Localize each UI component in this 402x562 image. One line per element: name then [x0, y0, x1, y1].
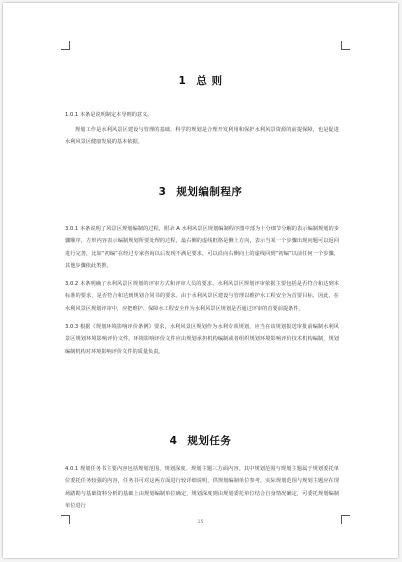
section-title: 规划任务 — [187, 435, 232, 447]
section-title: 规划编制程序 — [176, 186, 243, 198]
clause-1-0-1-body: 规划工作是水利风景区建设与管理的基础，科学的规划是合理开发利用和保护水利风景资源的前提保障，也是促进水利风景区健康发展的基本依据。 — [65, 127, 339, 146]
section-title: 总 则 — [196, 75, 223, 87]
crop-mark-top-right — [341, 41, 350, 50]
section-heading-3 — [3, 184, 398, 199]
clause-3-0-3: 3.0.3 根据《规划环境影响评价条例》要求，水利风景区规划作为水利专项规划，应当在该规划报送审批前编制水利风景区规划环境影响评价文件。环境影响评价文件应由规划承担机构编制或者组织规划环境影响评价技术机构编制，规划编制机构对环境影响评价文件的质量负责。 — [65, 324, 339, 355]
section-heading-1 — [3, 73, 398, 88]
page-number: 15 — [197, 520, 204, 525]
clause-4-0-1: 4.0.1 规划任务书主要内容包括规划范围、规划深度、规划主题三方面内容。其中规划范围与规划主题属于规划委托单位委托任务较强的内容，任务书可对这两方面进行较详细说明，供规划编制单位参考，实际规划范围与规划主题应在现场踏勘与基础资料分析的基础上由规划编制单位确定，规划深度则由规划委托单位结合自身情况确定，可委托规划编制单位进行 — [65, 466, 339, 510]
section-heading-4 — [3, 433, 398, 448]
clause-1-0-1: 1.0.1 本条是说明制定本导则的意义。 — [65, 112, 153, 118]
section-number: 1 — [178, 75, 187, 87]
section-number: 4 — [169, 435, 178, 447]
clause-3-0-2: 3.0.2 本条明确了水利风景区规划的评审方式和评审人员的要求。水利风景区规划评审依据主要包括是否符合和达到本标准的要求，是否符合和达到规划合同书的要求。由于水利风景区建设与管理以维护水工程安全为首要目标，因此，在水利风景区规划评审中，应把维护、保障水工程安全作为水利风景区规划是否通过评审的首要前提条件。 — [65, 281, 339, 312]
crop-mark-top-left — [61, 41, 70, 50]
clause-3-0-1: 3.0.1 本条说明了风景区规划编制的过程，附录 A 水利风景区规划编制程序图中部为十分细节分解的表示编制规划的步骤顺序，方形内容表示编制规划所要处理的过程，最右侧的虚线框格是侧上方向，表示当某一个步骤出现问题可以返回进行完善，比如“初编”在经过专家咨询以后发现不满足要求，可以沿向右侧向上的虚线回到“初编”以前任何一个步骤，其他步骤依此类推。 — [65, 226, 339, 270]
section-number: 3 — [158, 186, 167, 198]
document-page — [3, 3, 398, 558]
